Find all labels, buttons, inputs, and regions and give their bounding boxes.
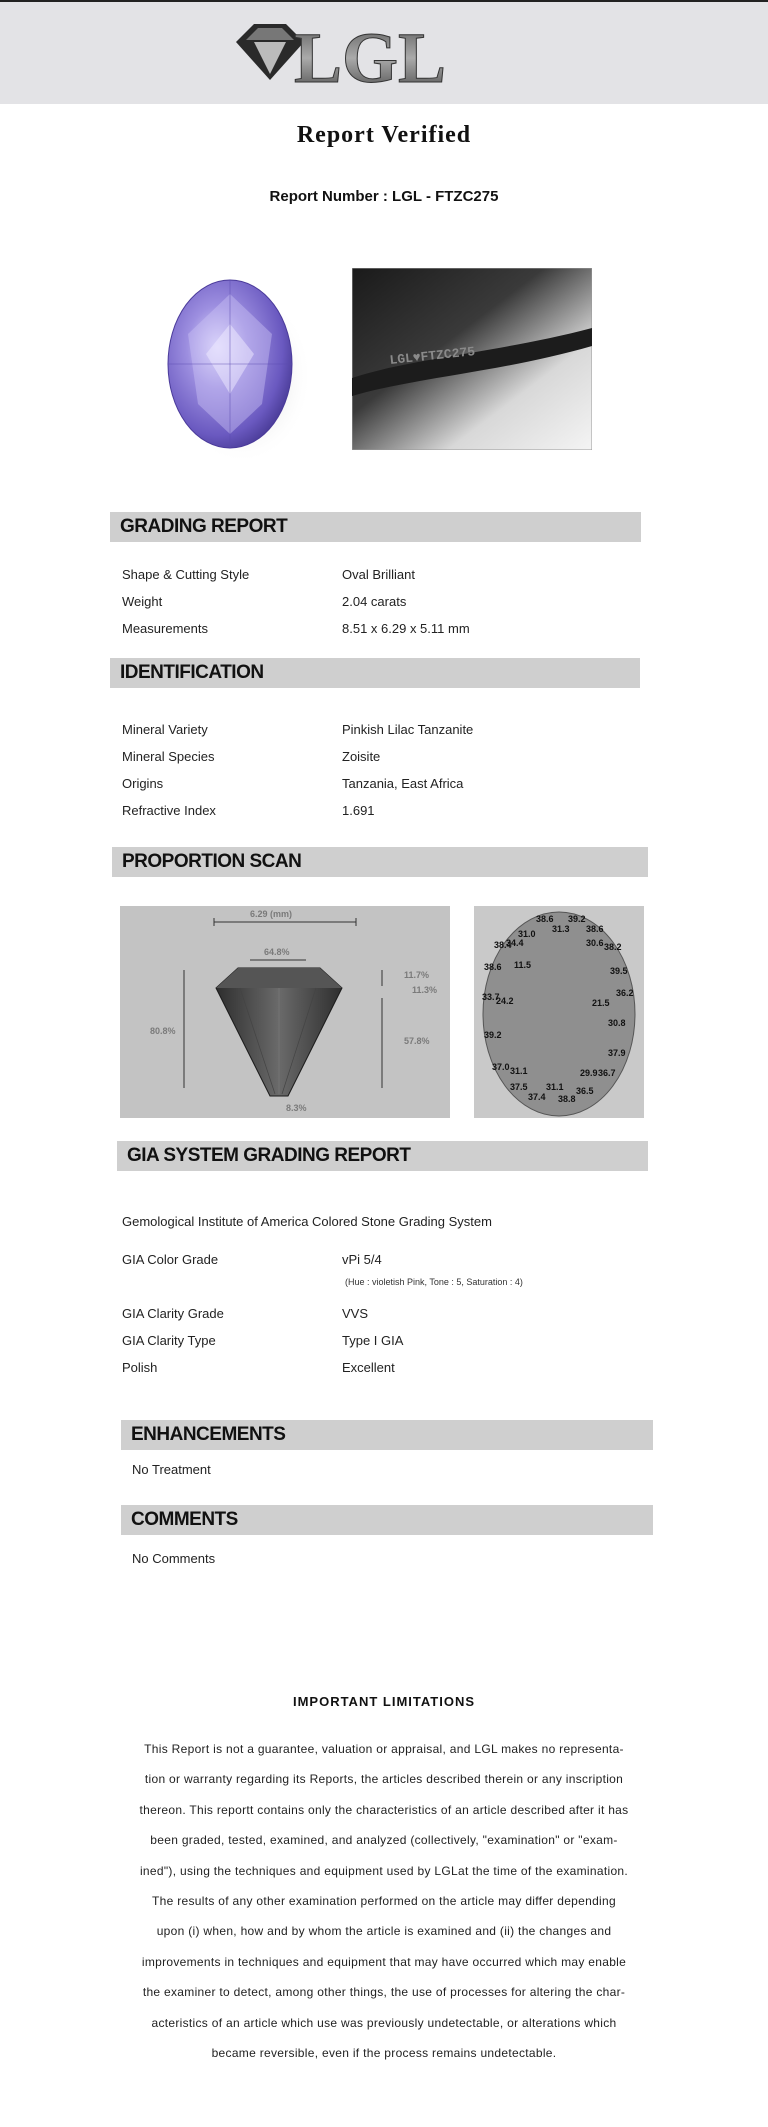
svg-text:31.3: 31.3 <box>552 924 570 934</box>
row-label: Mineral Variety <box>122 722 208 737</box>
svg-text:11.5: 11.5 <box>514 960 532 970</box>
row-value: VVS <box>342 1306 369 1321</box>
row-label: GIA Color Grade <box>122 1252 219 1267</box>
svg-text:34.4: 34.4 <box>506 938 524 948</box>
row-label: Origins <box>122 776 164 791</box>
enhancements-text: No Treatment <box>132 1462 211 1477</box>
svg-text:39.5: 39.5 <box>610 966 628 976</box>
row-label: Weight <box>122 594 163 609</box>
limitations-line: This Report is not a guarantee, valuation or appraisal, and LGL makes no representa- <box>144 1742 624 1756</box>
svg-text:36.7: 36.7 <box>598 1068 616 1078</box>
limitations-heading: IMPORTANT LIMITATIONS <box>292 1694 476 1709</box>
svg-text:31.0: 31.0 <box>518 929 536 939</box>
row-label: GIA Clarity Type <box>122 1333 216 1348</box>
svg-text:36.5: 36.5 <box>576 1086 594 1096</box>
crown-right-label: 11.3% <box>412 985 438 995</box>
gemstone-photo <box>132 264 328 464</box>
page-title: Report Verified <box>296 122 472 148</box>
pavilion-percent-label: 57.8% <box>404 1036 430 1046</box>
inscription-photo <box>352 268 592 450</box>
row-value: 2.04 carats <box>342 594 407 609</box>
gia-system-name: Gemological Institute of America Colored Stone Grading System <box>122 1214 492 1229</box>
culet-percent-label: 8.3% <box>286 1103 307 1113</box>
comments-text: No Comments <box>132 1551 216 1566</box>
crown-left-label: 11.7% <box>404 970 430 980</box>
proportion-top-diagram <box>474 906 644 1118</box>
section-comments: COMMENTS <box>121 1505 653 1535</box>
svg-text:21.5: 21.5 <box>592 998 610 1008</box>
row-label: Polish <box>122 1360 158 1375</box>
depth-percent-label: 80.8% <box>150 1026 176 1036</box>
limitations-line: became reversible, even if the process remains undetectable. <box>211 2046 557 2061</box>
row-value: 8.51 x 6.29 x 5.11 mm <box>342 621 470 636</box>
limitations-line: tion or warranty regarding its Reports, the articles described therein or any inscription <box>144 1772 624 1787</box>
logo-text: LGL <box>294 18 447 94</box>
report-number: Report Number : LGL - FTZC275 <box>269 188 499 205</box>
section-grading-report: GRADING REPORT <box>110 512 641 542</box>
svg-text:29.9: 29.9 <box>580 1068 598 1078</box>
width-label: 6.29 (mm) <box>250 909 293 919</box>
limitations-line: been graded, tested, examined, and analyzed (collectively, "examination" or "exam- <box>150 1833 618 1848</box>
table-percent-label: 64.8% <box>264 947 290 957</box>
limitations-text <box>118 1734 650 2068</box>
row-value: vPi 5/4 <box>342 1252 382 1267</box>
limitations-line: The results of any other examination performed on the article may differ depending <box>152 1894 616 1909</box>
row-value: Zoisite <box>342 749 381 764</box>
row-label: Measurements <box>122 621 208 636</box>
row-value: Type I GIA <box>342 1333 404 1348</box>
lgl-logo <box>232 14 492 94</box>
svg-text:30.6: 30.6 <box>586 938 604 948</box>
row-label: GIA Clarity Grade <box>122 1306 224 1321</box>
svg-text:38.8: 38.8 <box>558 1094 576 1104</box>
svg-text:31.1: 31.1 <box>546 1082 564 1092</box>
limitations-line: the examiner to detect, among other things, the use of processes for altering the char- <box>142 1985 626 2000</box>
row-value: 1.691 <box>342 803 375 818</box>
svg-text:33.7: 33.7 <box>482 992 500 1002</box>
row-value: Pinkish Lilac Tanzanite <box>342 722 474 737</box>
svg-text:37.5: 37.5 <box>510 1082 528 1092</box>
svg-text:37.0: 37.0 <box>492 1062 510 1072</box>
section-proportion-scan: PROPORTION SCAN <box>112 847 648 877</box>
limitations-line: acteristics of an article which use was previously undetectable, or alterations which <box>151 2015 617 2030</box>
svg-text:31.1: 31.1 <box>510 1066 528 1076</box>
svg-text:37.4: 37.4 <box>528 1092 546 1102</box>
section-gia-report: GIA SYSTEM GRADING REPORT <box>117 1141 648 1171</box>
limitations-line: ined"), using the techniques and equipment used by LGLat the time of the examination. <box>139 1863 629 1878</box>
row-value: Excellent <box>342 1360 395 1375</box>
section-identification: IDENTIFICATION <box>110 658 640 688</box>
limitations-line: improvements in techniques and equipment that may have occurred which may enable <box>141 1954 627 1969</box>
proportion-side-diagram <box>120 906 450 1118</box>
svg-text:30.8: 30.8 <box>608 1018 626 1028</box>
svg-text:38.6: 38.6 <box>536 914 554 924</box>
svg-text:39.2: 39.2 <box>568 914 586 924</box>
row-label: Shape & Cutting Style <box>122 567 250 582</box>
row-value: Tanzania, East Africa <box>342 776 464 791</box>
svg-text:39.2: 39.2 <box>484 1030 502 1040</box>
svg-text:38.4: 38.4 <box>494 940 512 950</box>
svg-text:38.6: 38.6 <box>586 924 604 934</box>
limitations-line: upon (i) when, how and by whom the article is examined and (ii) the changes and <box>156 1924 612 1939</box>
row-value: Oval Brilliant <box>342 567 415 582</box>
svg-text:38.6: 38.6 <box>484 962 502 972</box>
inscription-text: LGL♥FTZC275 <box>388 344 476 368</box>
limitations-line: thereon. This reportt contains only the characteristics of an article described after it has <box>139 1802 629 1817</box>
color-grade-note: (Hue : violetish Pink, Tone : 5, Saturation : 4) <box>345 1277 523 1287</box>
svg-text:37.9: 37.9 <box>608 1048 626 1058</box>
section-enhancements: ENHANCEMENTS <box>121 1420 653 1450</box>
row-label: Refractive Index <box>122 803 216 818</box>
row-label: Mineral Species <box>122 749 215 764</box>
svg-text:36.2: 36.2 <box>616 988 634 998</box>
svg-text:24.2: 24.2 <box>496 996 514 1006</box>
svg-text:38.2: 38.2 <box>604 942 622 952</box>
